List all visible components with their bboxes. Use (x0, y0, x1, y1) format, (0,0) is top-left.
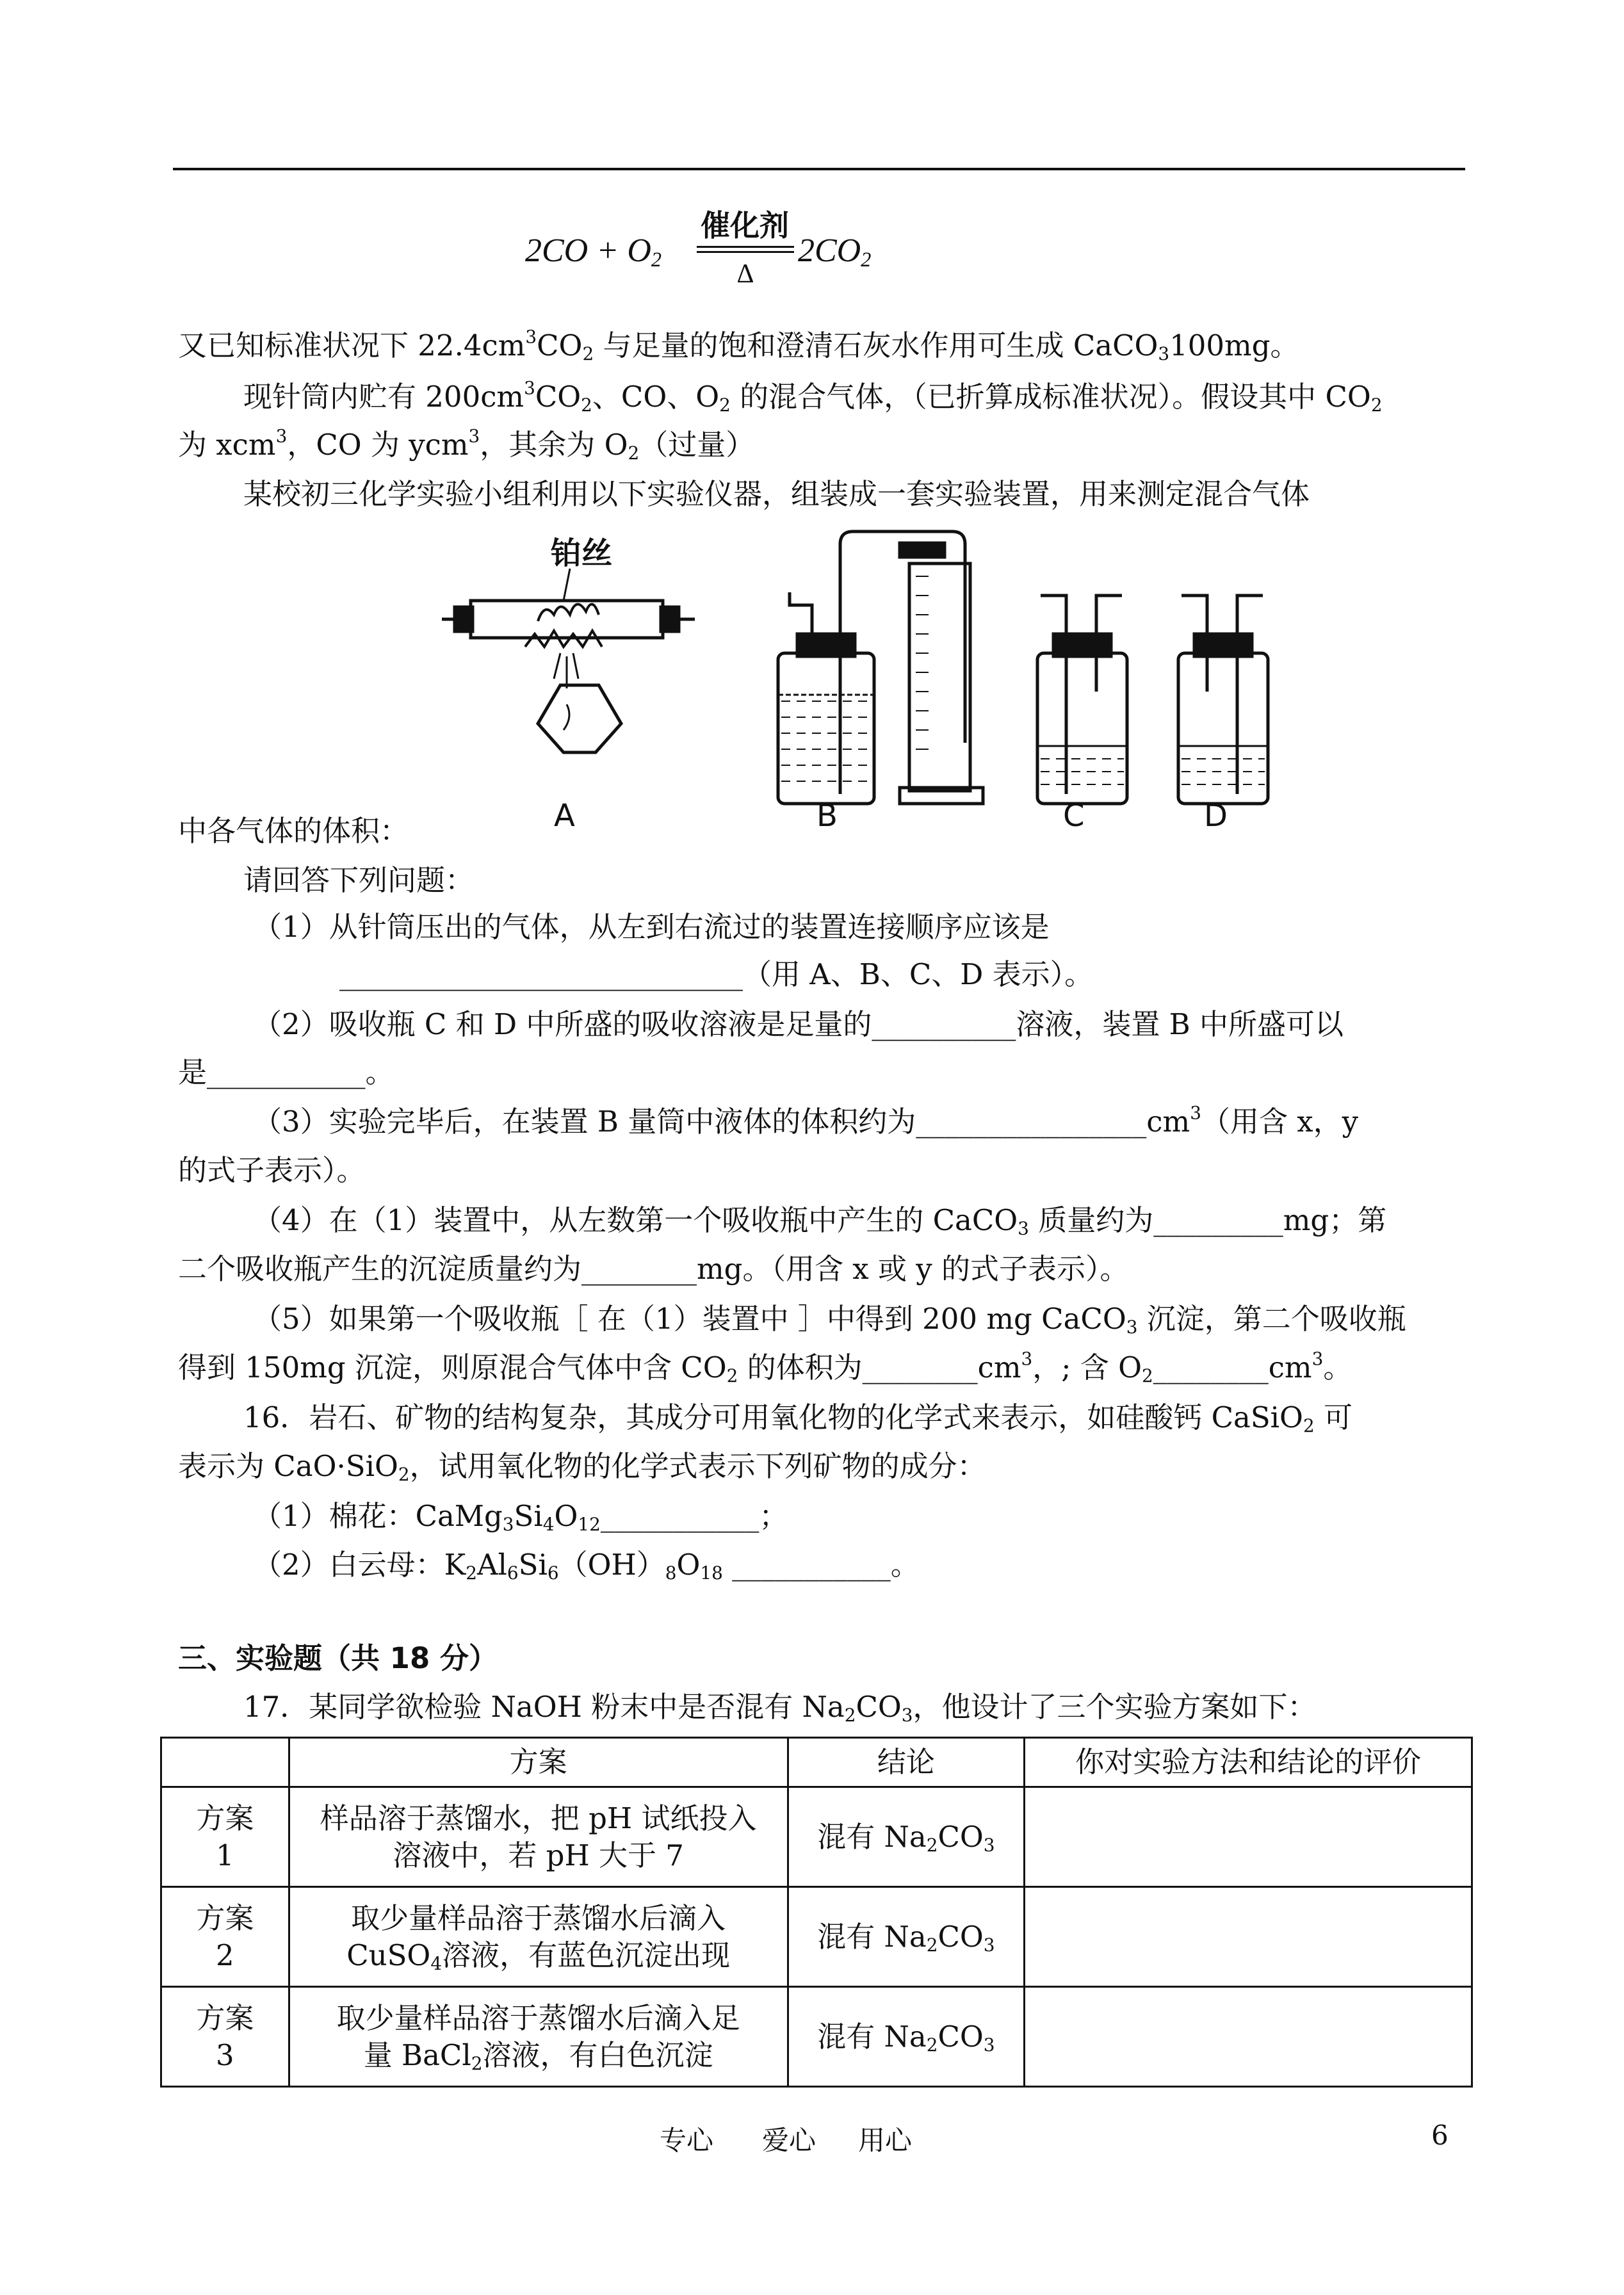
question-4-cont: 二个吸收瓶产生的沉淀质量约为________mg。（用含 x 或 y 的式子表示）。 (178, 1252, 1129, 1286)
paragraph-answer-prompt: 请回答下列问题： (243, 863, 475, 897)
plan-method-cell: 样品溶于蒸馏水，把 pH 试纸投入 溶液中，若 pH 大于 7 (289, 1787, 788, 1887)
plan-conclusion-cell: 混有 $Na_2CO_3$ (788, 1787, 1025, 1887)
equation-catalyst: 催化剂 (701, 208, 789, 243)
apparatus-b (778, 531, 983, 804)
page-number: 6 (1431, 2120, 1449, 2151)
table-header-cell: 你对实验方法和结论的评价 (1025, 1738, 1472, 1787)
label-a: A (554, 798, 575, 834)
label-d: D (1204, 798, 1228, 834)
equation-arrow-line (697, 251, 794, 253)
equation-right: $2CO_2$ (798, 232, 872, 272)
apparatus-a (442, 601, 695, 752)
table-header-row (161, 1738, 1472, 1787)
plan-method-cell: 取少量样品溶于蒸馏水后滴入 CuSO$_4$溶液，有蓝色沉淀出现 (289, 1887, 788, 1987)
section-3-heading: 三、实验题（共 18 分） (178, 1641, 498, 1675)
question-16-1: （1）棉花：$CaMg_3Si_4O_{12}\_\_\_\_\_\_\_\_\_\_\_$； (253, 1499, 788, 1535)
paragraph-syringe-gas: 现针筒内贮有 $200cm^3CO_2$、CO、$O_2$ 的混合气体，（已折算成标准状况）。假设其中 $CO_2$ (243, 377, 1383, 416)
plan-name-cell: 方案 2 (161, 1887, 289, 1987)
plan-name-cell: 方案 3 (161, 1987, 289, 2087)
question-4: （4）在（1）装置中，从左数第一个吸收瓶中产生的 CaCO$_3$ 质量约为_________mg；第 (253, 1203, 1387, 1239)
plan-name-cell: 方案 1 (161, 1787, 289, 1887)
footer-motto-1: 专心 (660, 2125, 714, 2156)
question-17: 17．某同学欲检验 NaOH 粉末中是否混有 $Na_2CO_3$，他设计了三个实验方案如下： (243, 1690, 1317, 1726)
table-row (161, 1887, 1472, 1987)
plan-conclusion-cell: 混有 $Na_2CO_3$ (788, 1987, 1025, 2087)
apparatus-diagram (442, 525, 1274, 839)
table-row (161, 1987, 1472, 2087)
apparatus-c (1037, 596, 1127, 804)
table-header-cell: 结论 (788, 1738, 1025, 1787)
table-row (161, 1787, 1472, 1887)
table-header-cell (161, 1738, 289, 1787)
question-16: 16．岩石、矿物的结构复杂，其成分可用氧化物的化学式来表示，如硅酸钙 CaSiO$_2$ 可 (243, 1400, 1353, 1436)
question-1-blank: ____________________________（用 A、B、C、D 表示）。 (339, 957, 1094, 991)
paragraph-gas-volumes: 中各气体的体积： (178, 814, 409, 848)
equation-left: $2CO + O_2$ (525, 232, 662, 272)
question-5-cont: 得到 150mg 沉淀，则原混合气体中含 $CO_2$ 的体积为$\_\_\_\_\_\_\_\_cm^3$，; 含 $O_2\_\_\_\_\_\_\_\_cm^3$。 (178, 1348, 1352, 1386)
experiment-table (160, 1737, 1473, 2088)
question-16-2: （2）白云母：$K_2Al_6Si_6(OH)_8O_{18}$ ___________。 (253, 1548, 920, 1584)
footer-motto-2: 爱心 (762, 2125, 816, 2156)
paragraph-syringe-gas-cont: 为 xcm$^3$，CO 为 ycm$^3$，其余为 $O_2$（过量） (178, 425, 755, 464)
plan-evaluation-cell[interactable] (1025, 1987, 1472, 2087)
equation-condition: Δ (736, 259, 754, 289)
header-rule (173, 168, 1465, 170)
equation-arrow-line (697, 246, 794, 248)
question-16-cont: 表示为 CaO·SiO$_2$，试用氧化物的化学式表示下列矿物的成分： (178, 1449, 986, 1485)
plan-evaluation-cell[interactable] (1025, 1887, 1472, 1987)
question-1: （1）从针筒压出的气体，从左到右流过的装置连接顺序应该是 (253, 910, 1050, 944)
question-3-cont: 的式子表示）。 (178, 1153, 366, 1187)
question-2-cont: 是___________。 (178, 1055, 394, 1089)
footer-motto-3: 用心 (858, 2125, 913, 2156)
question-3: （3）实验完毕后，在装置 B 量筒中液体的体积约为$\_\_\_\_\_\_\_\_\_\_\_\_\_\_\_\_cm^3$（用含 x，y (253, 1102, 1359, 1139)
paragraph-apparatus-intro: 某校初三化学实验小组利用以下实验仪器，组装成一套实验装置，用来测定混合气体 (243, 477, 1310, 511)
question-2: （2）吸收瓶 C 和 D 中所盛的吸收溶液是足量的__________溶液，装置 B 中所盛可以 (253, 1007, 1344, 1041)
wire-label: 铂丝 (551, 535, 613, 571)
apparatus-d (1178, 596, 1268, 804)
chemical-equation (525, 205, 909, 288)
plan-method-cell: 取少量样品溶于蒸馏水后滴入足 量 BaCl$_2$溶液，有白色沉淀 (289, 1987, 788, 2087)
paragraph-standard-conditions: 又已知标准状况下 $22.4cm^3CO_2$ 与足量的饱和澄清石灰水作用可生成 CaCO$_3$100mg。 (178, 326, 1299, 364)
plan-evaluation-cell[interactable] (1025, 1787, 1472, 1887)
label-c: C (1063, 798, 1085, 834)
question-5: （5）如果第一个吸收瓶［ 在（1）装置中 ］中得到 200 mg CaCO$_3$ 沉淀，第二个吸收瓶 (253, 1302, 1406, 1338)
label-b: B (816, 798, 838, 834)
table-header-cell: 方案 (289, 1738, 788, 1787)
plan-conclusion-cell: 混有 $Na_2CO_3$ (788, 1887, 1025, 1987)
